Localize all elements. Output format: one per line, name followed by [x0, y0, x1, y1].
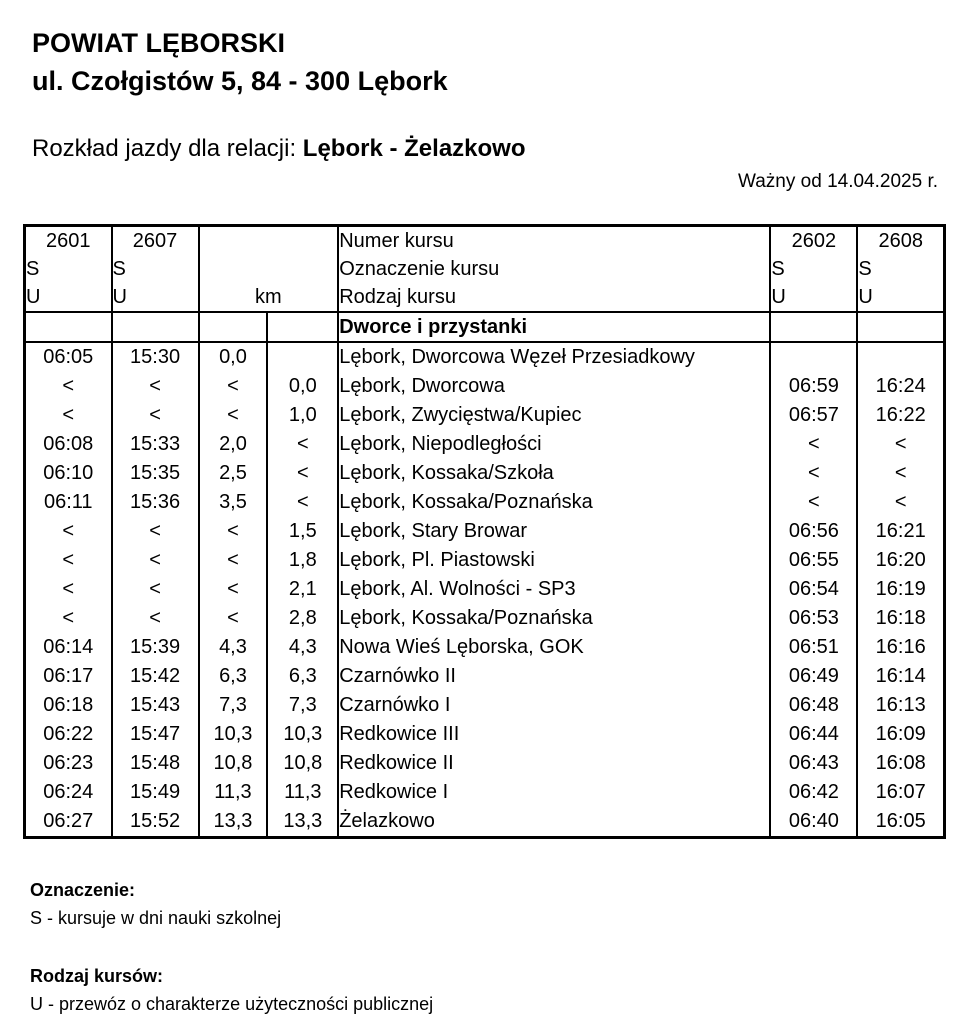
departure-time-2602: 06:42 — [770, 778, 857, 807]
course-type-cell: U — [770, 283, 857, 312]
km-outbound: < — [199, 575, 268, 604]
departure-time-2602: 06:54 — [770, 575, 857, 604]
departure-time-2602: 06:56 — [770, 517, 857, 546]
departure-time-2608: 16:07 — [857, 778, 944, 807]
timetable-row — [25, 401, 945, 430]
departure-time-2608: 16:20 — [857, 546, 944, 575]
departure-time-2607: 15:49 — [112, 778, 199, 807]
departure-time-2608: < — [857, 488, 944, 517]
departure-time-2607: 15:35 — [112, 459, 199, 488]
departure-time-2601: < — [62, 607, 75, 629]
departure-time-2607: 15:52 — [112, 807, 199, 838]
timetable-row — [25, 546, 945, 575]
km-return: 1,5 — [267, 517, 338, 546]
stop-name: Nowa Wieś Lęborska, GOK — [338, 633, 770, 662]
stop-name: Redkowice II — [338, 749, 770, 778]
legend-types-text: U - przewóz o charakterze użyteczności publicznej — [30, 994, 434, 1014]
km-return: 10,8 — [267, 749, 338, 778]
course-type-cell: U — [112, 283, 199, 312]
km-outbound: 3,5 — [199, 488, 268, 517]
departure-time-2601: 06:10 — [43, 462, 94, 484]
departure-time-2607: 15:30 — [112, 342, 199, 372]
timetable-row — [25, 604, 945, 633]
departure-time-2608: 16:22 — [857, 401, 944, 430]
stop-name: Czarnówko II — [338, 662, 770, 691]
km-header-blank — [199, 226, 339, 256]
blank-cell — [857, 312, 944, 342]
blank-cell — [199, 312, 268, 342]
km-return: 4,3 — [267, 633, 338, 662]
km-return — [267, 342, 338, 372]
departure-time-2601: 06:27 — [43, 810, 94, 832]
timetable-row — [25, 662, 945, 691]
departure-time-2602: 06:57 — [770, 401, 857, 430]
km-outbound: < — [199, 546, 268, 575]
blank-cell — [25, 312, 112, 342]
stop-name: Lębork, Zwycięstwa/Kupiec — [338, 401, 770, 430]
departure-time-2607: 15:47 — [112, 720, 199, 749]
departure-time-2607: 15:36 — [112, 488, 199, 517]
departure-time-2602: 06:53 — [770, 604, 857, 633]
stop-name: Lębork, Pl. Piastowski — [338, 546, 770, 575]
stop-name: Czarnówko I — [338, 691, 770, 720]
row-label: Rodzaj kursu — [338, 283, 770, 312]
stop-name: Lębork, Al. Wolności - SP3 — [338, 575, 770, 604]
course-type-cell: U — [857, 283, 944, 312]
timetable-row — [25, 575, 945, 604]
departure-time-2608: < — [857, 430, 944, 459]
km-header-blank — [199, 255, 339, 283]
relation-name: Lębork - Żelazkowo — [302, 135, 526, 162]
departure-time-2601: < — [62, 549, 75, 571]
departure-time-2601: < — [62, 520, 75, 542]
km-outbound: 2,5 — [199, 459, 268, 488]
departure-time-2601: 06:14 — [43, 636, 94, 658]
departure-time-2608: 16:16 — [857, 633, 944, 662]
course-mark-row — [25, 255, 945, 283]
departure-time-2601: < — [62, 404, 75, 426]
departure-time-2607: 15:48 — [112, 749, 199, 778]
km-return: < — [267, 430, 338, 459]
blank-cell — [267, 312, 338, 342]
departure-time-2602 — [770, 342, 857, 372]
departure-time-2602: 06:43 — [770, 749, 857, 778]
departure-time-2608: < — [857, 459, 944, 488]
timetable-row — [25, 749, 945, 778]
course-type-cell: U — [25, 283, 112, 312]
km-outbound: 2,0 — [199, 430, 268, 459]
timetable-row — [25, 778, 945, 807]
departure-time-2602: < — [770, 430, 857, 459]
departure-time-2602: 06:55 — [770, 546, 857, 575]
departure-time-2601: 06:18 — [43, 694, 94, 716]
stop-name: Lębork, Kossaka/Poznańska — [338, 604, 770, 633]
course-number-cell: 2608 — [857, 226, 944, 256]
km-outbound: < — [199, 604, 268, 633]
timetable — [23, 224, 946, 839]
departure-time-2608: 16:13 — [857, 691, 944, 720]
departure-time-2602: 06:51 — [770, 633, 857, 662]
departure-time-2608: 16:21 — [857, 517, 944, 546]
km-outbound: 4,3 — [199, 633, 268, 662]
km-outbound: < — [199, 401, 268, 430]
course-mark-cell: S — [112, 255, 199, 283]
km-outbound: < — [199, 372, 268, 401]
departure-time-2601: 06:23 — [43, 752, 94, 774]
departure-time-2601: 06:05 — [43, 346, 94, 368]
stop-name: Lębork, Dworcowa — [338, 372, 770, 401]
departure-time-2602: 06:59 — [770, 372, 857, 401]
departure-time-2601: 06:11 — [43, 491, 93, 513]
departure-time-2608: 16:19 — [857, 575, 944, 604]
course-number-cell: 2601 — [46, 230, 91, 252]
km-outbound: 13,3 — [199, 807, 268, 838]
departure-time-2608 — [857, 342, 944, 372]
departure-time-2602: 06:48 — [770, 691, 857, 720]
timetable-row — [25, 691, 945, 720]
departure-time-2602: 06:49 — [770, 662, 857, 691]
departure-time-2608: 16:09 — [857, 720, 944, 749]
departure-time-2607: < — [112, 372, 199, 401]
km-outbound: 10,8 — [199, 749, 268, 778]
timetable-row — [25, 488, 945, 517]
stop-name: Żelazkowo — [338, 807, 770, 838]
km-outbound: 11,3 — [199, 778, 268, 807]
organization-name: POWIAT LĘBORSKI — [32, 28, 285, 58]
course-number-cell: 2607 — [112, 226, 199, 256]
row-label: Numer kursu — [338, 226, 770, 256]
km-return: 11,3 — [267, 778, 338, 807]
departure-time-2601: 06:24 — [43, 781, 94, 803]
km-label: km — [199, 283, 339, 312]
km-return: 10,3 — [267, 720, 338, 749]
stop-name: Redkowice III — [338, 720, 770, 749]
stop-name: Lębork, Kossaka/Szkoła — [338, 459, 770, 488]
blank-cell — [112, 312, 199, 342]
km-outbound: < — [199, 517, 268, 546]
stops-header: Dworce i przystanki — [338, 312, 770, 342]
km-return: 6,3 — [267, 662, 338, 691]
timetable-row — [25, 517, 945, 546]
relation-line — [32, 135, 526, 163]
departure-time-2608: 16:24 — [857, 372, 944, 401]
departure-time-2602: < — [770, 459, 857, 488]
course-mark-cell: S — [857, 255, 944, 283]
departure-time-2608: 16:18 — [857, 604, 944, 633]
stop-name: Lębork, Niepodległości — [338, 430, 770, 459]
km-return: 1,8 — [267, 546, 338, 575]
legend-marks-text: S - kursuje w dni nauki szkolnej — [30, 908, 282, 928]
departure-time-2608: 16:08 — [857, 749, 944, 778]
blank-cell — [770, 312, 857, 342]
stop-name: Lębork, Kossaka/Poznańska — [338, 488, 770, 517]
departure-time-2607: 15:33 — [112, 430, 199, 459]
legend-marks-heading: Oznaczenie: — [30, 880, 136, 900]
km-outbound: 0,0 — [199, 342, 268, 372]
departure-time-2607: < — [112, 517, 199, 546]
departure-time-2601: < — [62, 375, 75, 397]
departure-time-2602: 06:40 — [770, 807, 857, 838]
km-outbound: 6,3 — [199, 662, 268, 691]
timetable-row — [25, 372, 945, 401]
departure-time-2601: 06:22 — [43, 723, 94, 745]
km-return: 7,3 — [267, 691, 338, 720]
course-type-row — [25, 283, 945, 312]
km-return: 2,8 — [267, 604, 338, 633]
valid-from-date: Ważny od 14.04.2025 r. — [738, 171, 938, 192]
departure-time-2608: 16:14 — [857, 662, 944, 691]
organization-address: ul. Czołgistów 5, 84 - 300 Lębork — [32, 66, 448, 96]
legend-types-heading: Rodzaj kursów: — [30, 966, 164, 986]
km-return: < — [267, 488, 338, 517]
relation-prefix: Rozkład jazdy dla relacji: — [32, 135, 303, 162]
course-number-row — [25, 226, 945, 256]
departure-time-2607: < — [112, 401, 199, 430]
timetable-row — [25, 633, 945, 662]
course-mark-cell: S — [26, 258, 40, 280]
stop-name: Lębork, Dworcowa Węzeł Przesiadkowy — [338, 342, 770, 372]
departure-time-2607: < — [112, 604, 199, 633]
course-mark-cell: S — [770, 255, 857, 283]
timetable-row — [25, 430, 945, 459]
stop-name: Redkowice I — [338, 778, 770, 807]
departure-time-2607: 15:43 — [112, 691, 199, 720]
km-return: 2,1 — [267, 575, 338, 604]
departure-time-2607: 15:39 — [112, 633, 199, 662]
km-return: < — [267, 459, 338, 488]
timetable-row — [25, 720, 945, 749]
km-outbound: 10,3 — [199, 720, 268, 749]
km-outbound: 7,3 — [199, 691, 268, 720]
km-return: 1,0 — [267, 401, 338, 430]
course-number-cell: 2602 — [770, 226, 857, 256]
stop-name: Lębork, Stary Browar — [338, 517, 770, 546]
departure-time-2608: 16:05 — [857, 807, 944, 838]
departure-time-2601: < — [62, 578, 75, 600]
departure-time-2607: 15:42 — [112, 662, 199, 691]
row-label: Oznaczenie kursu — [338, 255, 770, 283]
departure-time-2602: 06:44 — [770, 720, 857, 749]
timetable-row — [25, 459, 945, 488]
departure-time-2601: 06:17 — [43, 665, 94, 687]
departure-time-2607: < — [112, 546, 199, 575]
stops-header-row — [25, 312, 945, 342]
timetable-row — [25, 342, 945, 372]
departure-time-2601: 06:08 — [43, 433, 94, 455]
km-return: 0,0 — [267, 372, 338, 401]
departure-time-2602: < — [770, 488, 857, 517]
departure-time-2607: < — [112, 575, 199, 604]
km-return: 13,3 — [267, 807, 338, 838]
timetable-row — [25, 807, 945, 838]
